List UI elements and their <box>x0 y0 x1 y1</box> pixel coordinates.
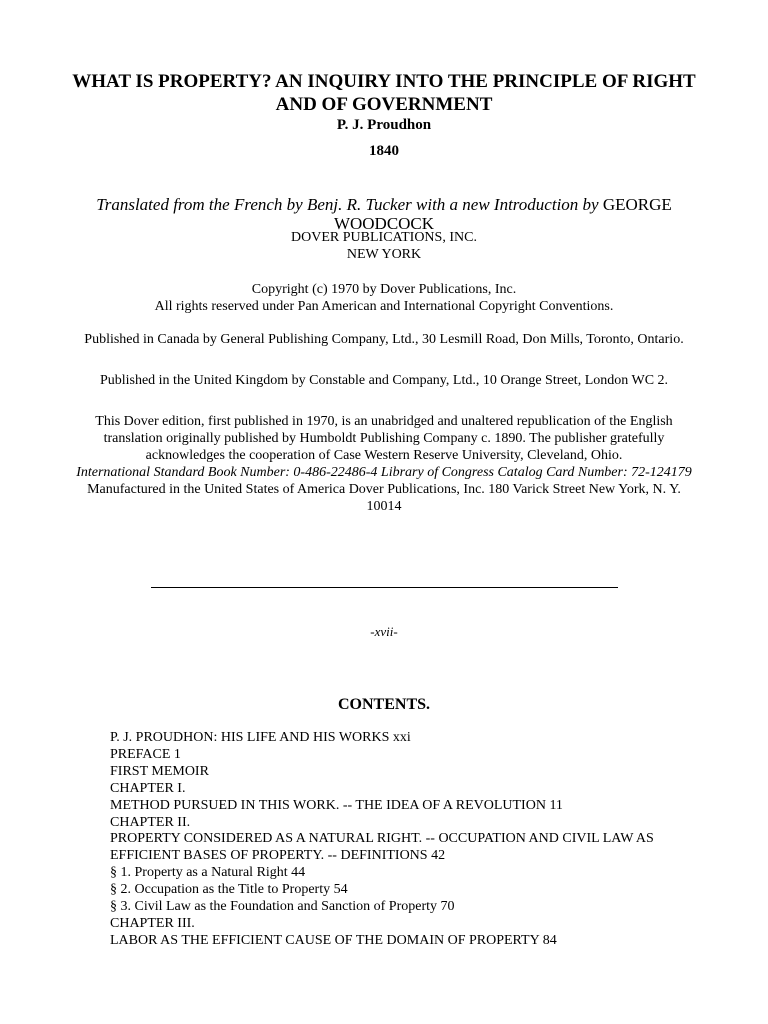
copyright-line: Copyright (c) 1970 by Dover Publications, Inc. <box>251 282 517 297</box>
published-uk: Published in the United Kingdom by Constable and Company, Ltd., 10 Orange Street, London WC 2. <box>99 373 669 388</box>
toc-entry-labor-efficient-cause[interactable]: LABOR AS THE EFFICIENT CAUSE OF THE DOMAIN OF PROPERTY 84 <box>110 932 557 948</box>
toc-entry-section-1[interactable]: § 1. Property as a Natural Right 44 <box>110 865 306 881</box>
book-title: WHAT IS PROPERTY? AN INQUIRY INTO THE PRINCIPLE OF RIGHT AND OF GOVERNMENT <box>72 71 696 115</box>
toc-entry-chapter-3[interactable]: CHAPTER III. <box>110 915 195 931</box>
edition-notes <box>75 413 693 515</box>
rights-line: All rights reserved under Pan American and International Copyright Conventions. <box>154 299 614 314</box>
isbn-line: International Standard Book Number: 0-486-22486-4 Library of Congress Catalog Card Number: 72-124179 <box>76 465 692 480</box>
published-canada: Published in Canada by General Publishing Company, Ltd., 30 Lesmill Road, Don Mills, Toronto, Ontario. <box>84 332 684 347</box>
toc-entry-life-and-works[interactable]: P. J. PROUDHON: HIS LIFE AND HIS WORKS xxi <box>110 730 411 745</box>
publisher-name: DOVER PUBLICATIONS, INC. <box>291 230 477 245</box>
introduction-author: GEORGE WOODCOCK <box>333 195 672 233</box>
translation-credit <box>60 195 708 233</box>
toc-entry-section-2[interactable]: § 2. Occupation as the Title to Property 54 <box>110 882 348 898</box>
toc-entry-chapter-2[interactable]: CHAPTER II. <box>110 814 191 830</box>
table-of-contents <box>110 730 710 950</box>
manufactured-line: Manufactured in the United States of America Dover Publications, Inc. 180 Varick Street New York, N. Y. 10014 <box>87 482 681 514</box>
toc-entry-preface[interactable]: PREFACE 1 <box>110 746 181 762</box>
publication-year: 1840 <box>369 143 399 159</box>
contents-heading: CONTENTS. <box>337 696 431 713</box>
toc-entry-method-pursued[interactable]: METHOD PURSUED IN THIS WORK. -- THE IDEA OF A REVOLUTION 11 <box>110 797 563 813</box>
translation-credit-italic: Translated from the French by Benj. R. Tucker with a new Introduction by <box>96 195 599 214</box>
publisher-block <box>0 229 768 263</box>
toc-entry-chapter-1[interactable]: CHAPTER I. <box>110 780 186 796</box>
author-name: P. J. Proudhon <box>336 117 432 133</box>
dover-edition-note: This Dover edition, first published in 1970, is an unabridged and unaltered republication of the English translation originally published by Humboldt Publishing Company c. 1890. The publisher gratefully acknowledges the cooperation of Case Western Reserve University, Cleveland, Ohio. <box>95 414 673 463</box>
toc-entry-section-3[interactable]: § 3. Civil Law as the Foundation and Sanction of Property 70 <box>110 899 455 915</box>
horizontal-divider <box>151 587 618 588</box>
toc-entry-property-natural-right[interactable]: PROPERTY CONSIDERED AS A NATURAL RIGHT. -- OCCUPATION AND CIVIL LAW AS EFFICIENT BASES OF PROPERTY. -- DEFINITIONS 42 <box>110 831 654 864</box>
toc-entry-first-memoir[interactable]: FIRST MEMOIR <box>110 763 209 779</box>
page-number: -xvii- <box>370 624 398 639</box>
publisher-city: NEW YORK <box>346 247 422 262</box>
copyright-notice <box>60 281 708 315</box>
